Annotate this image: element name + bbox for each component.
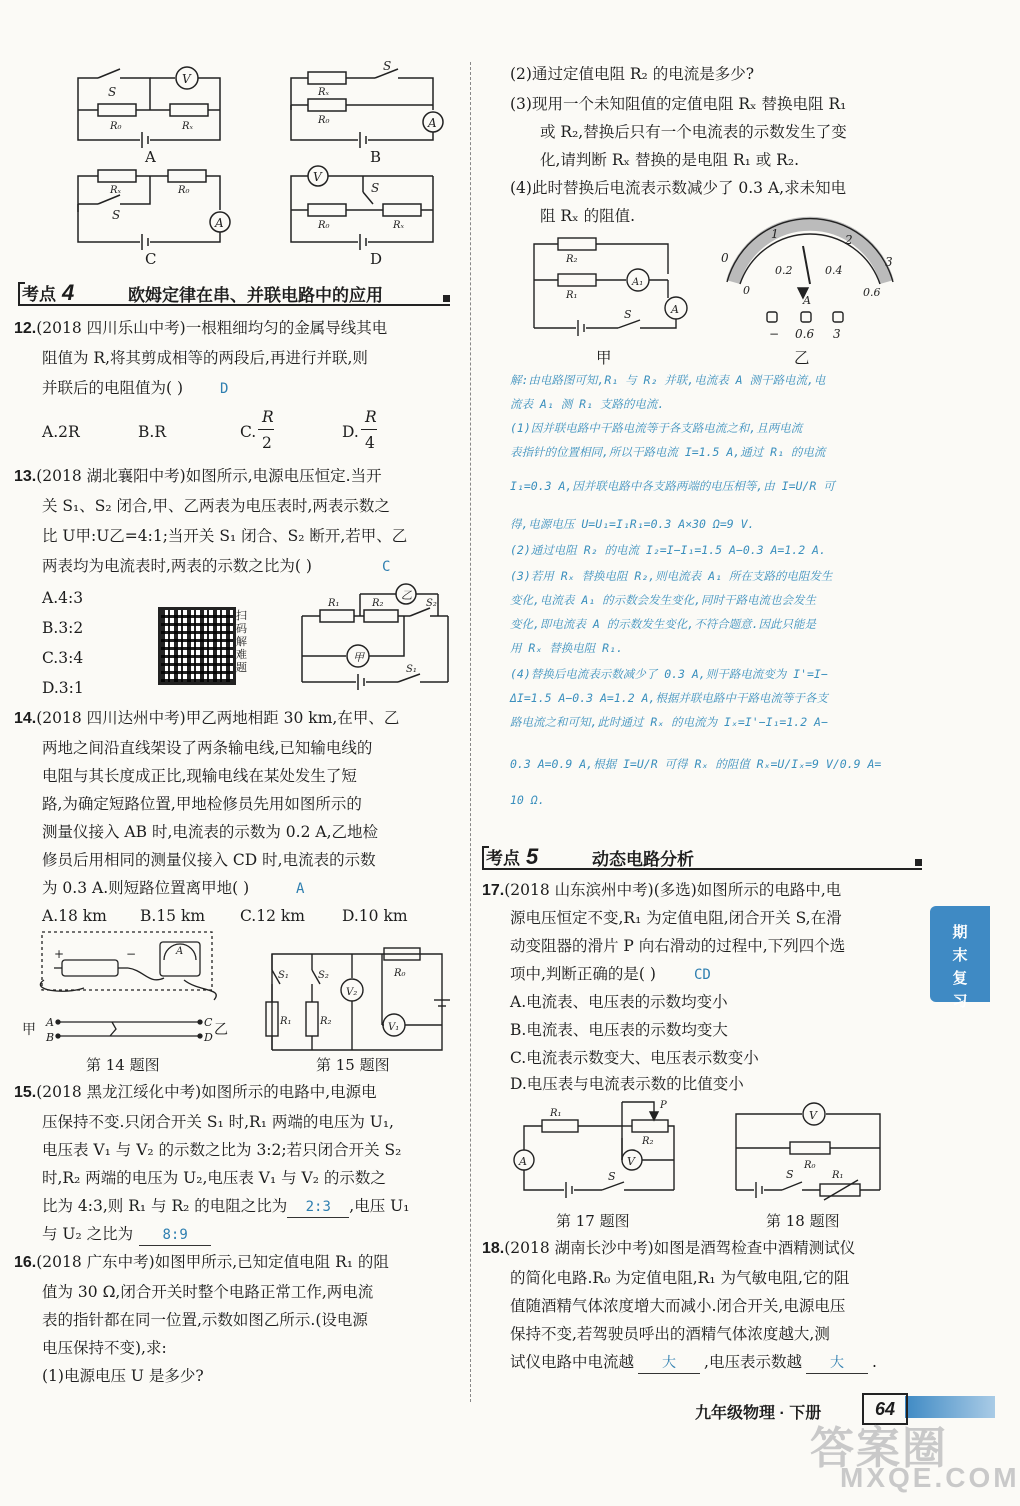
question-line: 阻 Rₓ 的阻值. [540,207,636,225]
section-kaodian: 考点 5 [486,844,539,869]
question-line: (3)现用一个未知阻值的定值电阻 Rₓ 替换电阻 R₁ [510,95,847,113]
label-yi: 乙 [214,1022,228,1038]
option-c: C.电流表示数变大、电压表示数变小 [510,1049,759,1067]
svg-text:0.4: 0.4 [825,264,843,277]
svg-text:A₁: A₁ [632,277,644,288]
circuit-q16-jia [528,234,703,344]
option-c: C. [240,423,257,441]
question-number: 13 [14,468,32,485]
svg-text:3: 3 [885,255,893,269]
option-d: D.电压表与电流表示数的比值变小 [510,1075,744,1093]
question-line: 测量仪接入 AB 时,电流表的示数为 0.2 A,乙地检 [42,823,378,841]
svg-text:0: 0 [743,284,750,297]
footer-book: 九年级物理 · 下册 [695,1405,822,1422]
svg-text:Rₓ: Rₓ [318,87,330,98]
question-number: 12 [14,320,32,337]
fraction-num: R [262,408,274,426]
circuit-q18 [730,1098,890,1198]
side-tab-char: 末 [952,947,968,964]
circuit-q13 [298,584,458,694]
question-12: 12.(2018 四川乐山中考)一根粗细均匀的金属导线其电 [14,319,388,337]
section-header [18,278,450,306]
svg-text:S₁: S₁ [278,970,289,981]
circuit-b [283,60,443,150]
option-c: C.3:4 [42,649,84,667]
figure-caption: 第 14 题图 [86,1056,160,1074]
answer-blank: 8:9 [139,1225,211,1246]
svg-text:Rₓ: Rₓ [110,185,122,196]
watermark: 答案圈 [810,1424,948,1473]
ammeter-q16-yi [715,227,905,341]
circuit-d [283,162,443,252]
section-kaodian: 考点 4 [22,280,75,305]
svg-text:R₁: R₁ [550,1108,562,1119]
circuit-a [70,60,230,150]
answer: D [220,381,229,397]
qr-code-icon[interactable] [158,607,236,685]
circuit-q17 [514,1098,684,1198]
question-line: (2)通过定值电阻 R₂ 的电流是多少? [510,65,755,83]
figure-caption: 第 15 题图 [316,1056,390,1074]
svg-text:R₀: R₀ [318,220,330,231]
answer-blank: 大 [638,1353,700,1374]
svg-text:R₁: R₁ [832,1170,844,1181]
svg-text:R₂: R₂ [320,1016,332,1027]
fraction-den: 2 [262,434,272,452]
question-line: 两地之间沿直线架设了两条输电线,已知输电线的 [42,739,373,757]
svg-text:0.6: 0.6 [795,327,815,341]
question-line: 并联后的电阻值为( ) [42,379,184,397]
question-line: 化,请判断 Rₓ 替换的是电阻 R₁ 或 R₂. [540,151,799,169]
question-line: 关 S₁、S₂ 闭合,甲、乙两表为电压表时,两表示数之 [42,497,390,515]
question-line: 比为 4:3,则 R₁ 与 R₂ 的电阻之比为 2:3 ,电压 U₁ [42,1196,409,1218]
svg-text:A: A [671,303,679,316]
answer: A [296,881,305,897]
fraction-num: R [365,408,377,426]
svg-text:S: S [608,1170,616,1183]
svg-text:S: S [383,59,392,73]
svg-text:P: P [660,1100,667,1111]
section-title: 欧姆定律在串、并联电路中的应用 [128,286,383,305]
question-line: 压保持不变.只闭合开关 S₁ 时,R₁ 两端的电压为 U₁, [42,1113,394,1131]
question-number: 17 [482,882,500,899]
question-line: 或 R₂,替换后只有一个电流表的示数发生了变 [540,123,847,141]
svg-text:S₂: S₂ [318,970,329,981]
side-tab-char: 复 [952,970,968,987]
figure-label-yi: 乙 [794,349,810,367]
svg-text:Rₓ: Rₓ [393,220,405,231]
svg-text:C: C [204,1016,213,1029]
question-17: 17.(2018 山东滨州中考)(多选)如图所示的电路中,电 [482,881,842,899]
section-header [482,842,922,870]
question-line: 电压保持不变),求: [42,1339,167,1357]
svg-text:S: S [371,181,380,195]
svg-text:−: − [126,947,137,961]
question-14: 14.(2018 四川达州中考)甲乙两地相距 30 km,在甲、乙 [14,709,400,727]
svg-text:R₀: R₀ [394,968,406,979]
answer-blank: 2:3 [287,1197,349,1218]
svg-text:S: S [624,308,632,321]
svg-text:V₂: V₂ [346,987,358,998]
question-line: (4)此时替换后电流表示数减少了 0.3 A,求未知电 [510,179,847,197]
svg-text:2: 2 [845,233,853,247]
answer-blank: 大 [806,1353,868,1374]
circuit-label: B [370,148,382,166]
svg-text:S: S [112,208,121,222]
option-b: B.R [138,423,166,441]
svg-text:−: − [769,327,780,341]
question-line: (2018 黑龙江绥化中考)如图所示的电路中,电源电 [36,1083,377,1101]
option-c: C.12 km [240,907,305,925]
question-line: 值随酒精气体浓度增大而减小.闭合开关,电源电压 [510,1297,846,1315]
svg-text:D: D [204,1031,213,1044]
option-a: A.18 km [42,907,107,925]
question-line: 为 0.3 A.则短路位置离甲地( ) [42,879,250,897]
svg-text:V: V [809,1109,817,1122]
question-line: 动变阻器的滑片 P 向右滑动的过程中,下列四个选 [510,937,846,955]
question-line: 表的指针都在同一位置,示数如图乙所示.(设电源 [42,1311,368,1329]
question-line: 两表均为电流表时,两表的示数之比为( ) [42,557,312,575]
question-line: 时,R₂ 两端的电压为 U₂,电压表 V₁ 与 V₂ 的示数之 [42,1169,386,1187]
circuit-label: D [370,250,383,268]
question-18: 18.(2018 湖南长沙中考)如图是酒驾检查中酒精测试仪 [482,1239,856,1257]
figure-label-jia: 甲 [596,349,612,367]
column-divider [470,62,471,1402]
svg-text:A: A [803,294,811,307]
svg-text:3: 3 [833,327,841,341]
svg-text:R₀: R₀ [110,121,122,132]
svg-text:A: A [176,946,184,957]
figure-14 [24,930,224,1050]
svg-text:A: A [215,216,224,230]
svg-text:R₀: R₀ [178,185,190,196]
question-line: 与 U₂ 之比为 8:9 [42,1224,211,1246]
option-d: D.10 km [342,907,408,925]
svg-text:R₁: R₁ [566,290,578,301]
section-title: 动态电路分析 [592,850,694,869]
svg-text:R₀: R₀ [318,115,330,126]
question-line: 值为 30 Ω,闭合开关时整个电路正常工作,两电流 [42,1283,374,1301]
side-tab-char: 习 [952,993,968,1010]
svg-text:V: V [627,1155,635,1168]
option-b: B.电流表、电压表的示数均变大 [510,1021,728,1039]
answer: C [382,559,391,575]
page-number: 64 [862,1393,908,1425]
svg-text:V: V [313,170,322,184]
circuit-label: A [145,148,156,166]
svg-text:V: V [182,72,191,86]
option-a: A.2R [42,423,80,441]
svg-text:R₁: R₁ [280,1016,292,1027]
question-line: 的简化电路.R₀ 为定值电阻,R₁ 为气敏电阻,它的阻 [510,1269,850,1287]
option-b: B.3:2 [42,619,84,637]
question-16: 16.(2018 广东中考)如图甲所示,已知定值电阻 R₁ 的阻 [14,1253,389,1271]
qr-label: 扫码解难题 [236,610,247,674]
fraction-bar [361,429,377,430]
svg-text:S: S [786,1168,794,1181]
fraction-bar [258,429,274,430]
svg-text:0.6: 0.6 [863,286,881,299]
svg-text:Rₓ: Rₓ [182,121,194,132]
question-line: (1)电源电压 U 是多少? [42,1367,204,1385]
label-jia: 甲 [22,1022,36,1038]
question-line: (2018 四川乐山中考)一根粗细均匀的金属导线其电 [36,319,388,337]
svg-text:A: A [519,1155,527,1168]
svg-text:A: A [46,1016,54,1029]
question-15: 15.(2018 黑龙江绥化中考)如图所示的电路中,电源电 [14,1083,377,1101]
svg-text:0: 0 [721,251,729,265]
question-line: 源电压恒定不变,R₁ 为定值电阻,闭合开关 S,在滑 [510,909,842,927]
svg-text:R₂: R₂ [566,254,578,265]
side-tab-char: 期 [952,924,968,941]
answer: CD [694,967,711,983]
svg-text:S₁: S₁ [406,664,417,675]
option-a: A.电流表、电压表的示数均变小 [510,993,728,1011]
fraction-den: 4 [365,434,375,452]
svg-text:S₂: S₂ [426,598,437,609]
svg-text:B: B [46,1031,55,1044]
svg-text:S: S [108,85,117,99]
figure-caption: 第 17 题图 [556,1212,630,1230]
svg-text:R₂: R₂ [642,1136,654,1147]
question-number: 16 [14,1254,32,1271]
question-line: 路,为确定短路位置,甲地检修员先用如图所示的 [42,795,362,813]
question-number: 18 [482,1240,500,1257]
question-line: (2018 山东滨州中考)(多选)如图所示的电路中,电 [504,881,842,899]
svg-text:A: A [428,116,437,130]
question-line: 电阻与其长度成正比,现输电线在某处发生了短 [42,767,357,785]
svg-text:甲: 甲 [353,651,364,664]
question-line: 项中,判断正确的是( ) [510,965,656,983]
question-line: 试仪电路中电流越 大 ,电压表示数越 大 . [510,1352,877,1374]
question-line: (2018 四川达州中考)甲乙两地相距 30 km,在甲、乙 [36,709,400,727]
square-icon [443,295,450,302]
figure-caption: 第 18 题图 [766,1212,840,1230]
question-line: 阻值为 R,将其剪成相等的两段后,再进行并联,则 [42,349,368,367]
svg-text:V₁: V₁ [388,1022,400,1033]
option-d: D. [342,423,359,441]
svg-text:1: 1 [771,227,779,241]
question-line: (2018 广东中考)如图甲所示,已知定值电阻 R₁ 的阻 [36,1253,389,1271]
circuit-label: C [145,250,157,268]
question-line: 保持不变,若驾驶员呼出的酒精气体浓度越大,测 [510,1325,830,1343]
question-13: 13.(2018 湖北襄阳中考)如图所示,电源电压恒定.当开 [14,467,382,485]
svg-text:乙: 乙 [401,589,412,602]
option-d: D.3:1 [42,679,84,697]
option-b: B.15 km [140,907,206,925]
question-number: 14 [14,710,32,727]
question-number: 15 [14,1084,32,1101]
svg-text:R₀: R₀ [804,1160,816,1171]
question-line: 修员后用相同的测量仪接入 CD 时,电流表的示数 [42,851,376,869]
svg-text:R₂: R₂ [372,598,384,609]
figure-15 [262,940,452,1055]
option-a: A.4:3 [42,589,84,607]
side-tab[interactable] [930,906,990,1010]
question-line: (2018 湖南长沙中考)如图是酒驾检查中酒精测试仪 [504,1239,856,1257]
square-icon [915,859,922,866]
question-line: 电压表 V₁ 与 V₂ 的示数之比为 3:2;若只闭合开关 S₂ [42,1141,402,1159]
svg-text:+: + [54,947,65,961]
svg-text:R₁: R₁ [328,598,340,609]
question-line: (2018 湖北襄阳中考)如图所示,电源电压恒定.当开 [36,467,382,485]
svg-text:0.2: 0.2 [775,264,793,277]
circuit-c [70,162,230,252]
question-line: 比 U甲:U乙=4:1;当开关 S₁ 闭合、S₂ 断开,若甲、乙 [42,527,408,545]
watermark-url: MXQE.COM [840,1462,1020,1493]
